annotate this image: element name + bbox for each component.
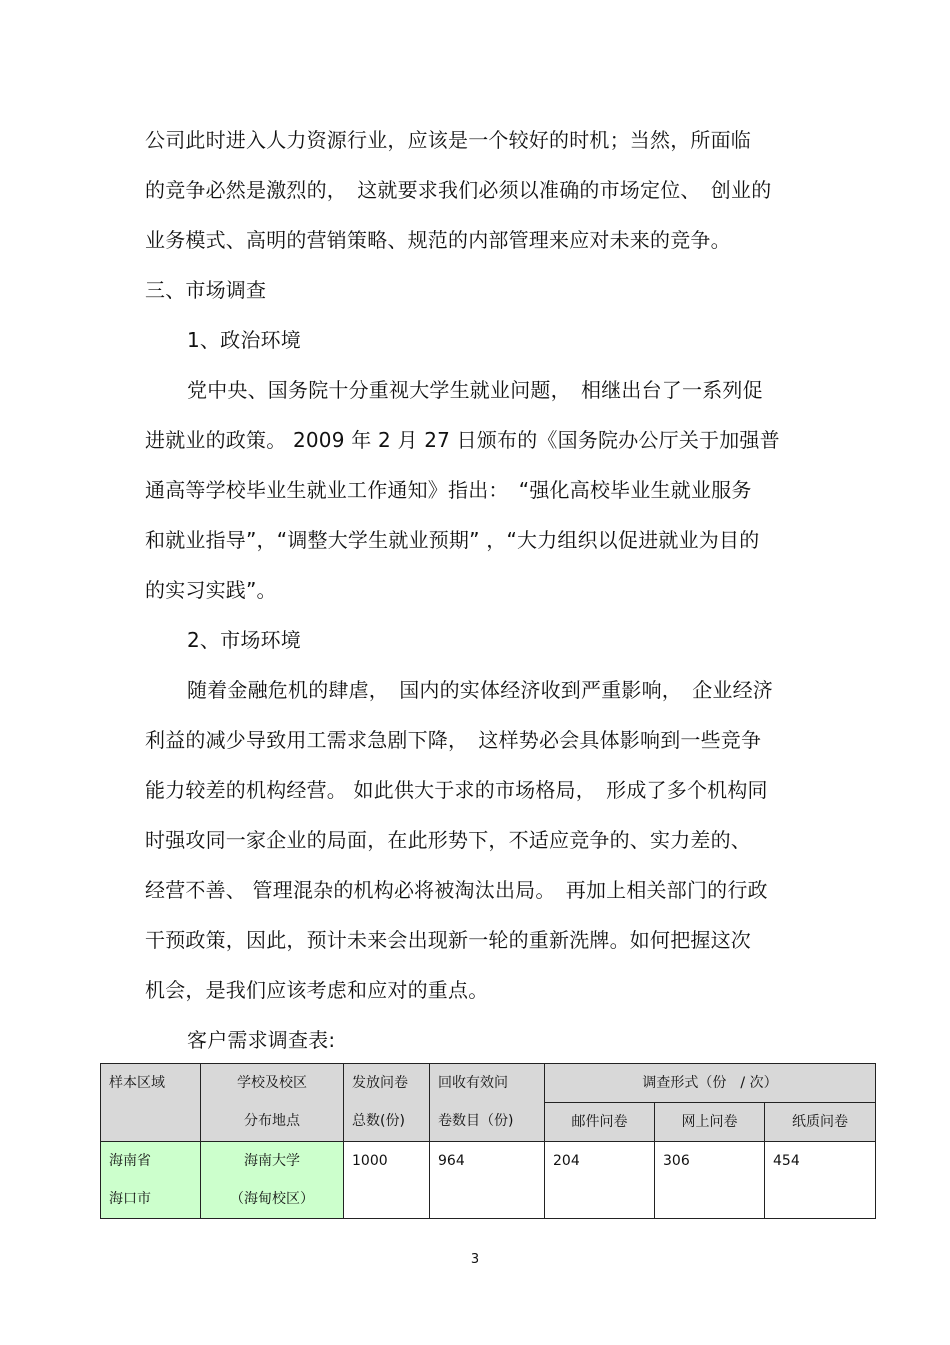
cell-region-line2: 海口市: [109, 1191, 151, 1207]
header-form-paper: 纸质问卷: [765, 1103, 876, 1142]
cell-valid: 964: [430, 1142, 545, 1219]
paragraph-line: 利益的减少导致用工需求急剧下降， 这样势必会具体影响到一些竞争: [145, 728, 762, 752]
header-region: [101, 1064, 201, 1142]
section-heading: 三、市场调查: [145, 278, 267, 302]
paragraph-line: 党中央、国务院十分重视大学生就业问题， 相继出台了一系列促: [187, 378, 763, 402]
header-valid-line1: 回收有效问: [438, 1075, 508, 1091]
header-school-line1: 学校及校区: [237, 1075, 307, 1091]
paragraph-line: 的竞争必然是激烈的， 这就要求我们必须以准确的市场定位、 创业的: [145, 178, 772, 202]
paragraph-line: 时强攻同一家企业的局面，在此形势下，不适应竞争的、实力差的、: [145, 828, 751, 852]
header-valid-line2: 卷数目（份): [438, 1113, 514, 1129]
paragraph-line: 能力较差的机构经营。 如此供大于求的市场格局， 形成了多个机构同: [145, 778, 768, 802]
cell-school-line1: 海南大学: [244, 1153, 300, 1169]
paragraph-line: 机会，是我们应该考虑和应对的重点。: [145, 978, 489, 1002]
header-form-group: 调查形式（份 / 次）: [545, 1064, 876, 1103]
paragraph-line: 公司此时进入人力资源行业，应该是一个较好的时机；当然，所面临: [145, 128, 751, 152]
paragraph-line: 和就业指导”，“调整大学生就业预期” ，“大力组织以促进就业为目的: [145, 528, 760, 552]
cell-online: 306: [655, 1142, 765, 1219]
table-caption: 客户需求调查表:: [187, 1028, 336, 1052]
header-school: [201, 1064, 344, 1142]
header-school-line2: 分布地点: [244, 1113, 300, 1129]
cell-paper: 454: [765, 1142, 876, 1219]
survey-table: [100, 1063, 876, 1219]
cell-school-line2: （海甸校区）: [230, 1191, 314, 1207]
header-issued-line2: 总数(份): [352, 1113, 405, 1129]
cell-school: [201, 1142, 344, 1219]
header-issued-line1: 发放问卷: [352, 1075, 408, 1091]
cell-region: [101, 1142, 201, 1219]
header-form-online: 网上问卷: [655, 1103, 765, 1142]
cell-region-line1: 海南省: [109, 1153, 151, 1169]
subsection-heading: 1、政治环境: [187, 328, 301, 352]
subsection-heading: 2、市场环境: [187, 628, 301, 652]
table-row: [101, 1142, 876, 1219]
header-valid: [430, 1064, 545, 1142]
header-issued: [344, 1064, 430, 1142]
cell-issued: 1000: [344, 1142, 430, 1219]
paragraph-line: 的实习实践”。: [145, 578, 277, 602]
paragraph-line: 进就业的政策。 2009 年 2 月 27 日颁布的《国务院办公厅关于加强普: [145, 428, 780, 452]
paragraph-line: 随着金融危机的肆虐， 国内的实体经济收到严重影响， 企业经济: [187, 678, 773, 702]
paragraph-line: 业务模式、高明的营销策略、规范的内部管理来应对未来的竞争。: [145, 228, 731, 252]
table-header-row: [101, 1064, 876, 1103]
header-form-mail: 邮件问卷: [545, 1103, 655, 1142]
paragraph-line: 通高等学校毕业生就业工作通知》指出： “强化高校毕业生就业服务: [145, 478, 752, 502]
paragraph-line: 经营不善、 管理混杂的机构必将被淘汰出局。 再加上相关部门的行政: [145, 878, 768, 902]
paragraph-line: 干预政策，因此，预计未来会出现新一轮的重新洗牌。如何把握这次: [145, 928, 751, 952]
cell-mail: 204: [545, 1142, 655, 1219]
page-number: 3: [470, 1252, 480, 1267]
header-region-label: 样本区域: [109, 1075, 165, 1091]
